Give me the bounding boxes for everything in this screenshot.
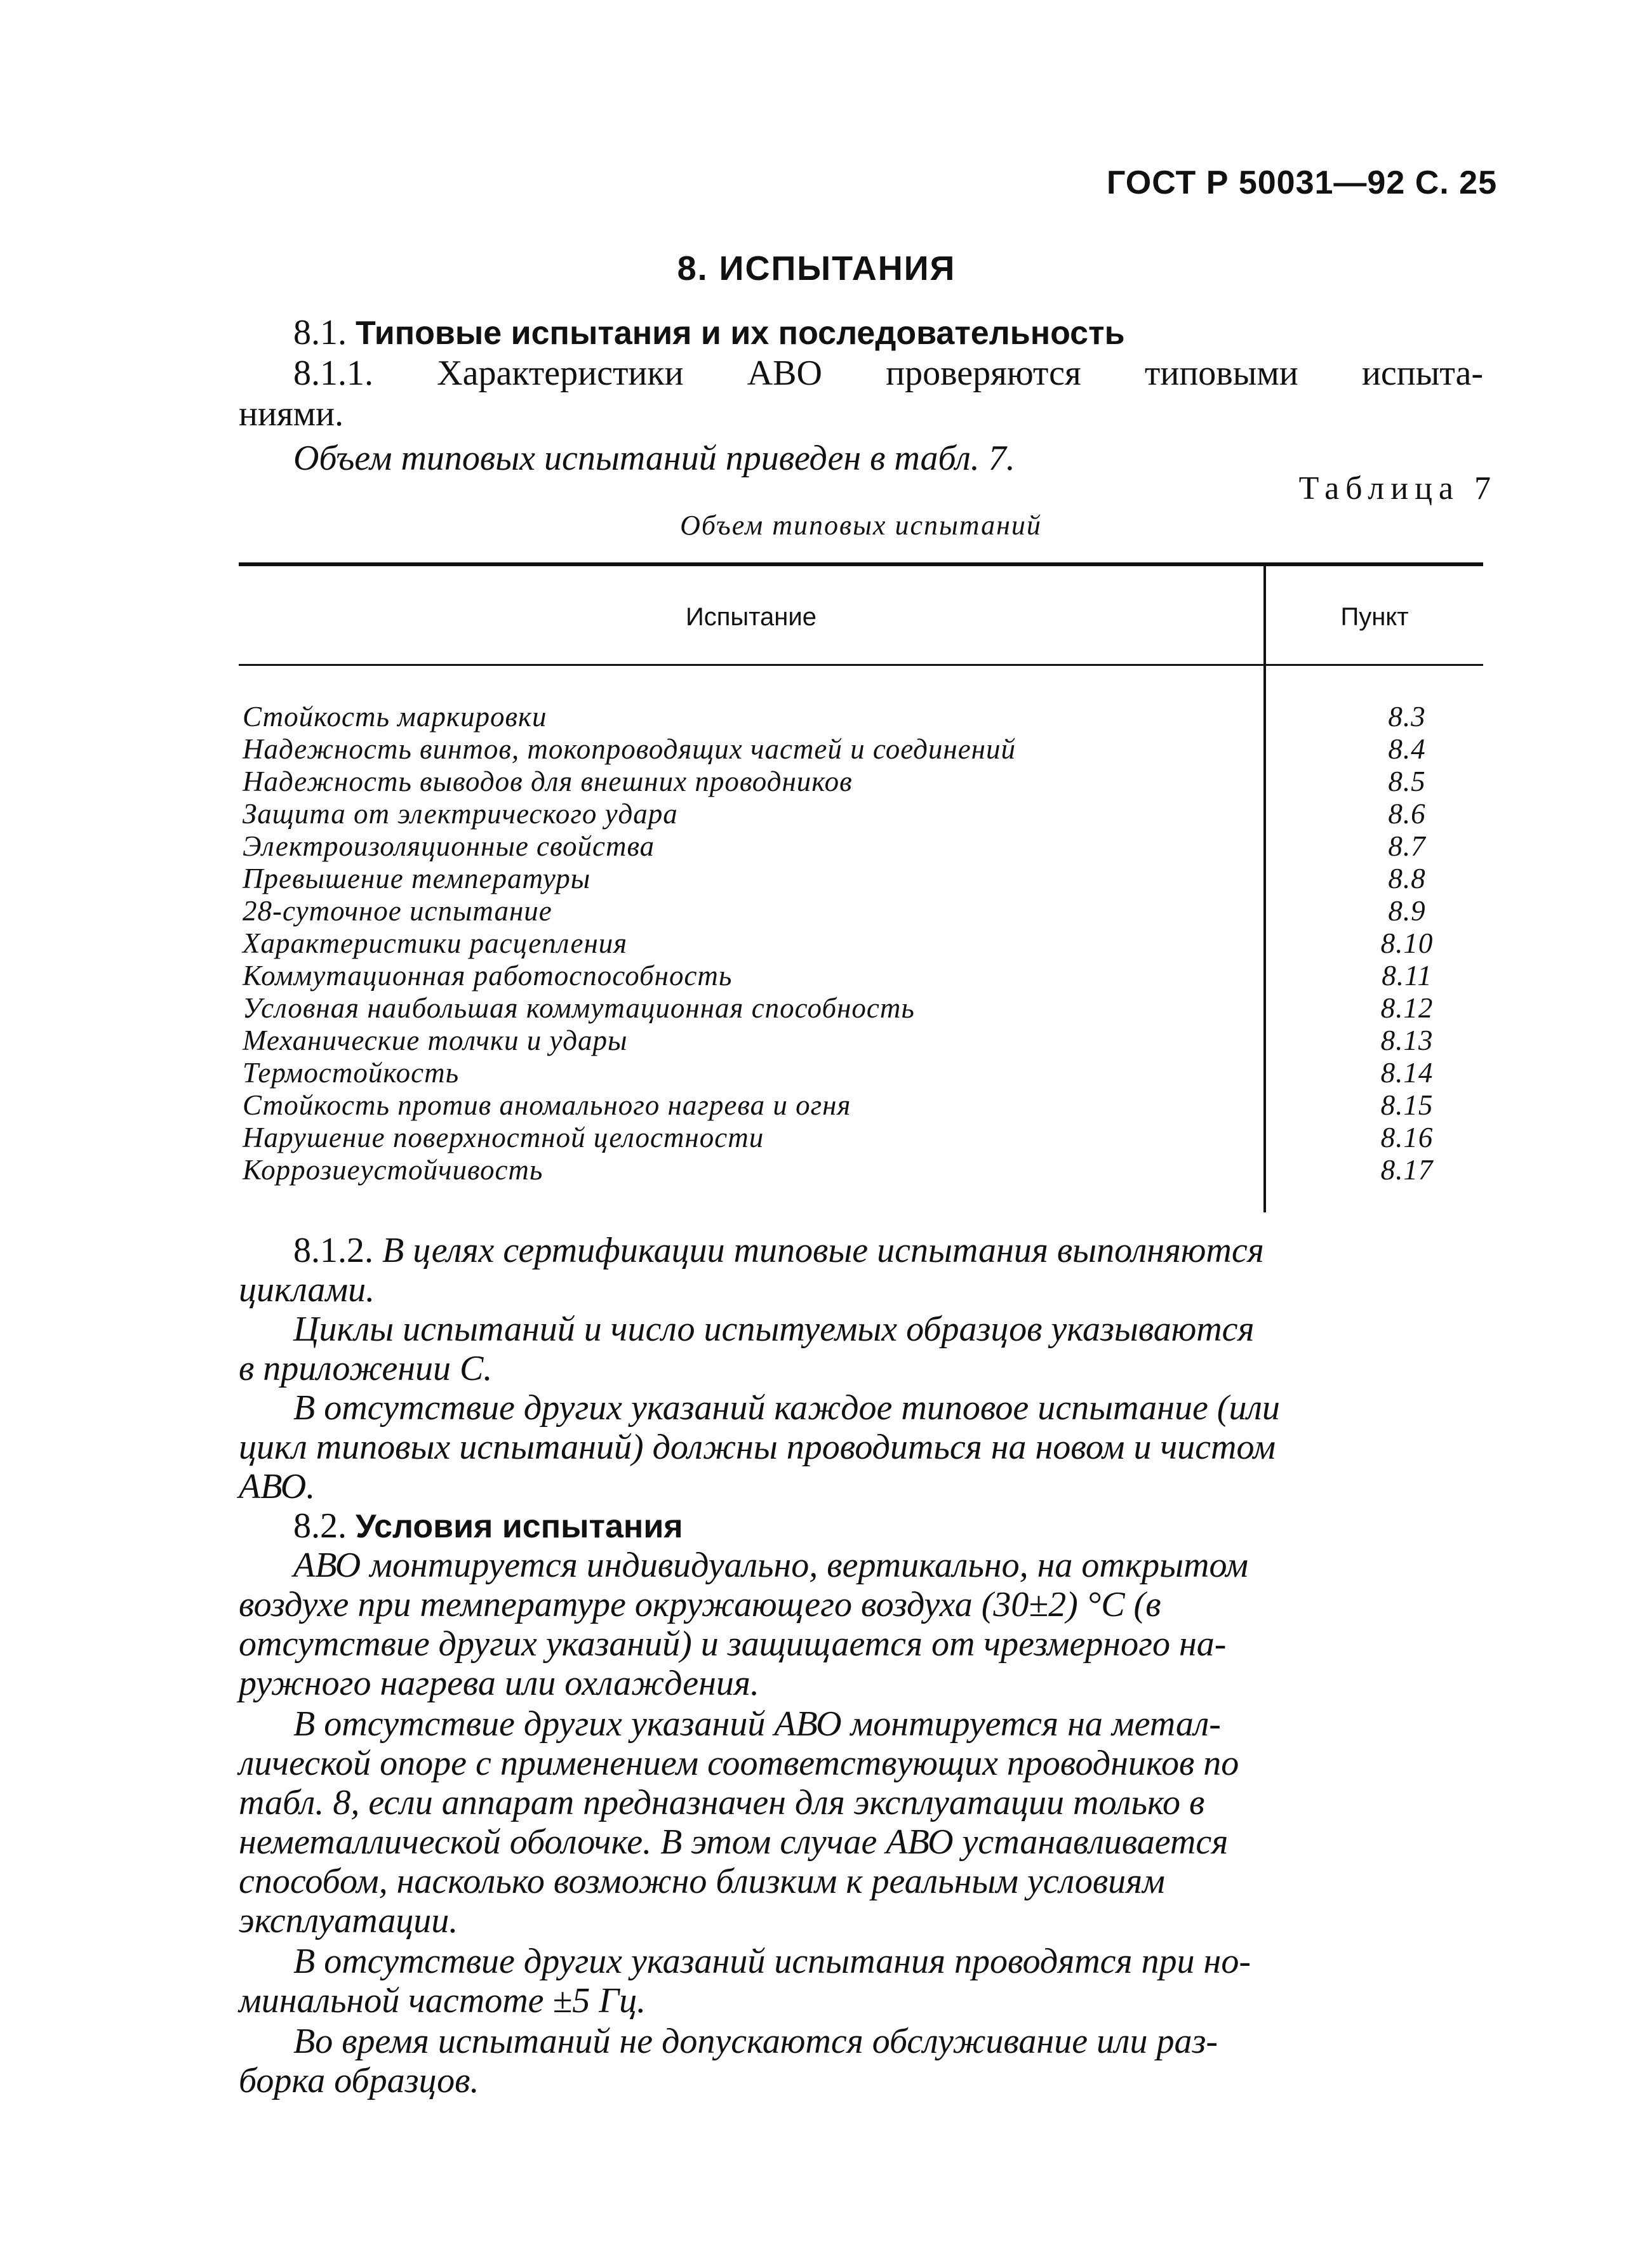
clause-8-2-line-3: отсутствие других указаний) и защищается от чрезмерного на-: [239, 1624, 1227, 1664]
table-row: [239, 733, 1483, 766]
subsection-title: Типовые испытания и их последовательность: [356, 315, 1125, 352]
clause-8-2-line-8: неметаллической оболочке. В этом случае АВО устанавливается: [239, 1822, 1229, 1862]
subsection-8-2-heading: [293, 1506, 1538, 1547]
row-test: Электроизоляционные свойства: [243, 830, 655, 862]
clause-8-2-line-1: АВО монтируется индивидуально, вертикально, на открытом: [293, 1546, 1249, 1585]
row-clause: 8.17: [1380, 1154, 1434, 1186]
row-test: Превышение температуры: [243, 863, 591, 894]
text-word: АВО: [747, 354, 822, 393]
subsection-8-1-heading: [293, 312, 1538, 354]
clause-8-1-2-line-4: в приложении С.: [239, 1349, 493, 1388]
table-row: [239, 701, 1483, 733]
row-clause: 8.11: [1382, 960, 1432, 991]
row-test: Надежность винтов, токопроводящих частей и соединений: [243, 733, 1016, 765]
clause-8-2-line-2: воздухе при температуре окружающего воздуха (30±2) °С (в: [239, 1585, 1161, 1624]
clause-text: В целях сертификации типовые испытания выполняются: [382, 1231, 1264, 1270]
clause-8-1-2-line-3: Циклы испытаний и число испытуемых образцов указываются: [293, 1310, 1255, 1349]
subsection-number: 8.2.: [293, 1506, 347, 1546]
row-test: Характеристики расцепления: [243, 927, 628, 959]
row-test: Коммутационная работоспособность: [243, 960, 733, 991]
clause-8-2-line-9: способом, насколько возможно близким к реальным условиям: [239, 1862, 1165, 1901]
clause-8-1-2-line-1: [293, 1230, 1483, 1271]
row-test: Условная наибольшая коммутационная способность: [243, 992, 915, 1024]
row-test: Механические толчки и удары: [243, 1025, 628, 1056]
table-top-rule: [239, 562, 1483, 566]
table-row: [239, 992, 1483, 1025]
table-row: [239, 766, 1483, 798]
row-clause: 8.16: [1380, 1122, 1434, 1153]
page-header: ГОСТ Р 50031—92 С. 25: [1106, 164, 1497, 201]
clause-8-2-line-4: ружного нагрева или охлаждения.: [239, 1664, 759, 1703]
row-clause: 8.14: [1380, 1057, 1434, 1089]
table-row: [239, 1122, 1483, 1154]
row-clause: 8.6: [1388, 798, 1426, 830]
row-test: Термостойкость: [243, 1057, 460, 1089]
text-word: проверяются: [886, 354, 1081, 393]
row-test: Нарушение поверхностной целостности: [243, 1122, 764, 1153]
table-label: Таблица 7: [1298, 470, 1497, 507]
table-body: [239, 701, 1483, 1186]
row-clause: 8.13: [1380, 1025, 1434, 1056]
table-row: [239, 960, 1483, 992]
row-clause: 8.7: [1388, 830, 1426, 862]
section-title: 8. ИСПЫТАНИЯ: [677, 249, 956, 288]
row-clause: 8.9: [1388, 895, 1426, 927]
table-row: [239, 1057, 1483, 1089]
clause-8-2-line-11: В отсутствие других указаний испытания проводятся при но-: [293, 1942, 1251, 1981]
clause-8-2-line-13: Во время испытаний не допускаются обслуживание или раз-: [293, 2022, 1218, 2061]
clause-number: 8.1.1.: [293, 354, 373, 393]
row-clause: 8.5: [1388, 766, 1426, 797]
table-row: [239, 1154, 1483, 1186]
row-test: Надежность выводов для внешних проводников: [243, 766, 853, 797]
table-row: [239, 895, 1483, 927]
row-clause: 8.10: [1380, 927, 1434, 959]
row-test: Коррозиеустойчивость: [243, 1154, 543, 1186]
clause-8-2-line-10: эксплуатации.: [239, 1901, 458, 1940]
row-test: Стойкость против аномального нагрева и огня: [243, 1089, 851, 1121]
clause-8-2-line-7: табл. 8, если аппарат предназначен для эксплуатации только в: [239, 1783, 1205, 1822]
clause-8-1-1-line-3: Объем типовых испытаний приведен в табл. 7.: [293, 439, 1015, 478]
clause-8-1-1-line-1: [293, 353, 1483, 394]
row-test: Защита от электрического удара: [243, 798, 678, 830]
text-word: испыта-: [1361, 354, 1484, 393]
text-word: Характеристики: [437, 354, 684, 393]
table-row: [239, 1089, 1483, 1122]
row-clause: 8.8: [1388, 863, 1426, 894]
clause-8-1-2-line-5: В отсутствие других указаний каждое типовое испытание (или: [293, 1388, 1280, 1428]
table-row: [239, 798, 1483, 830]
table-header-test: Испытание: [686, 603, 816, 631]
clause-8-1-1-line-2: ниями.: [239, 394, 344, 434]
subsection-number: 8.1.: [293, 313, 347, 352]
table-row: [239, 863, 1483, 895]
clause-8-1-2-line-7: АВО.: [239, 1467, 316, 1506]
clause-8-2-line-12: минальной частоте ±5 Гц.: [239, 1981, 646, 2020]
clause-8-1-2-line-6: цикл типовых испытаний) должны проводиться на новом и чистом: [239, 1428, 1276, 1467]
table-header-clause: Пункт: [1340, 603, 1409, 631]
row-test: Стойкость маркировки: [243, 701, 547, 733]
subsection-title: Условия испытания: [356, 1508, 683, 1545]
row-clause: 8.12: [1380, 992, 1434, 1024]
table-row: [239, 1025, 1483, 1057]
row-clause: 8.4: [1388, 733, 1426, 765]
text-word: типовыми: [1144, 354, 1298, 393]
table-caption: Объем типовых испытаний: [680, 510, 1042, 541]
clause-number: 8.1.2.: [293, 1231, 373, 1270]
clause-8-2-line-6: лической опоре с применением соответствующих проводников по: [239, 1744, 1239, 1783]
row-clause: 8.15: [1380, 1089, 1434, 1121]
clause-8-2-line-14: борка образцов.: [239, 2061, 479, 2100]
clause-8-2-line-5: В отсутствие других указаний АВО монтируется на метал-: [293, 1704, 1221, 1744]
table-row: [239, 830, 1483, 863]
table-header-rule: [239, 664, 1483, 666]
table-row: [239, 927, 1483, 960]
clause-8-1-2-line-2: циклами.: [239, 1270, 375, 1310]
row-test: 28-суточное испытание: [243, 895, 552, 927]
row-clause: 8.3: [1388, 701, 1426, 733]
